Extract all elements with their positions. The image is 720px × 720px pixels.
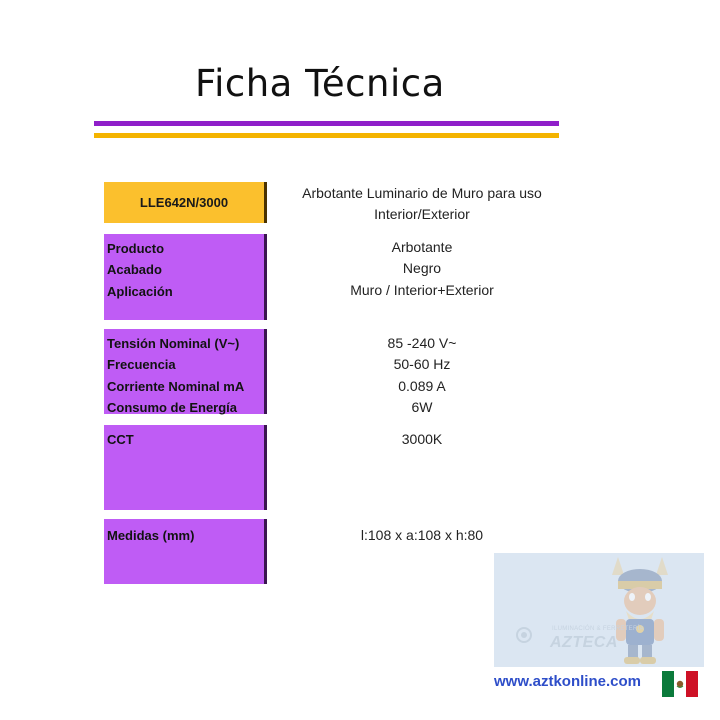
spec-label: Frecuencia xyxy=(107,357,176,373)
spec-label: Tensión Nominal (V~) xyxy=(107,336,240,351)
spec-value: 3000K xyxy=(401,431,443,447)
website-link[interactable]: www.aztkonline.com xyxy=(494,673,641,690)
spec-section-general xyxy=(104,234,267,320)
description-line-2: Interior/Exterior xyxy=(374,206,470,222)
spec-values-cct xyxy=(272,425,572,450)
logo-brand: AZTECA xyxy=(550,634,618,651)
spec-label: CCT xyxy=(107,432,134,447)
spec-label: Corriente Nominal mA xyxy=(107,378,245,394)
spec-label: Consumo de Energía xyxy=(107,399,238,415)
spec-value: Muro / Interior+Exterior xyxy=(350,281,494,298)
spec-value: 0.089 A xyxy=(398,377,446,394)
gold-divider xyxy=(94,133,559,138)
page-title: Ficha Técnica xyxy=(195,62,445,105)
description-cell xyxy=(272,183,572,225)
spec-section-dimensions xyxy=(104,519,267,584)
spec-section-cct xyxy=(104,425,267,510)
spec-label: Aplicación xyxy=(107,283,173,299)
spec-value: Negro xyxy=(402,260,442,277)
spec-values-general xyxy=(272,233,572,301)
spec-value: 50-60 Hz xyxy=(393,356,451,373)
spec-label: Acabado xyxy=(107,262,162,278)
spec-label: Medidas (mm) xyxy=(107,528,195,543)
spec-value: l:108 x a:108 x h:80 xyxy=(360,527,484,543)
purple-divider xyxy=(94,121,559,126)
spec-values-electrical xyxy=(272,329,572,418)
model-code-cell xyxy=(104,182,267,223)
description-line-1: Arbotante Luminario de Muro para uso xyxy=(302,185,542,201)
mexico-flag-icon xyxy=(662,671,698,697)
spec-section-electrical xyxy=(104,329,267,414)
spec-value: Arbotante xyxy=(391,239,453,255)
model-code: LLE642N/3000 xyxy=(139,195,229,210)
spec-value: 6W xyxy=(411,398,433,415)
spec-label: Producto xyxy=(107,241,165,256)
spec-values-dimensions xyxy=(272,521,572,546)
spec-value: 85 -240 V~ xyxy=(387,335,457,351)
logo-tagline: ILUMINACIÓN & FERRETERÍA xyxy=(552,626,644,632)
